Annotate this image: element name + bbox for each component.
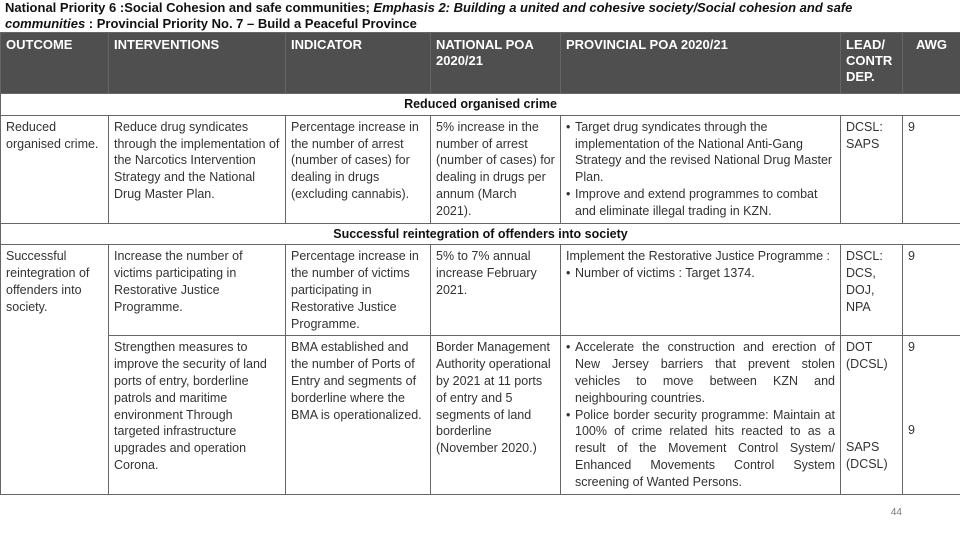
header-awg: AWG [903, 33, 960, 94]
spacer [846, 373, 897, 395]
spacer [908, 356, 955, 378]
cell-awg: 9 [903, 245, 960, 336]
slide-title [5, 0, 960, 32]
header-interventions: INTERVENTIONS [109, 33, 286, 94]
provincial-bullet-list [566, 339, 835, 490]
spacer [846, 395, 897, 417]
section-title-reintegration: Successful reintegration of offenders into society [1, 223, 960, 245]
header-row [1, 33, 960, 94]
awg-value-2: 9 [908, 423, 915, 438]
provincial-bullet-list [566, 265, 835, 282]
table-row [1, 245, 960, 336]
header-lead: LEAD/ CONTR DEP. [841, 33, 903, 94]
spacer [908, 378, 955, 400]
page-number: 44 [890, 507, 902, 518]
list-item: • Accelerate the construction and erection of New Jersey barriers that prevent stolen vehicles to move between KZN and neighbouring countries. [566, 339, 835, 406]
header-provincial-poa: PROVINCIAL POA 2020/21 [561, 33, 841, 94]
cell-lead [841, 336, 903, 494]
cell-lead: DSCL: DCS, DOJ, NPA [841, 245, 903, 336]
cell-national-poa: 5% increase in the number of arrest (number of cases) for dealing in drugs per annum (March 2021). [431, 115, 561, 223]
poa-table [0, 32, 960, 495]
provincial-bullet-list [566, 119, 835, 220]
cell-provincial-poa [561, 336, 841, 494]
title-line2-plain: : Provincial Priority No. 7 – Build a Peaceful Province [85, 16, 417, 31]
title-line1-italic: Emphasis 2: Building a united and cohesive society/Social cohesion and safe [373, 0, 853, 15]
awg-value-1: 9 [908, 340, 915, 355]
header-outcome: OUTCOME [1, 33, 109, 94]
title-line2-italic: communities [5, 16, 86, 31]
cell-provincial-poa [561, 245, 841, 336]
list-item: • Police border security programme: Maintain at 100% of crime related hits reacted to as a result of the Movement Control System/ Enhanced Movements Control System screening of Wanted Persons. [566, 407, 835, 491]
cell-awg [903, 336, 960, 494]
spacer [908, 400, 955, 422]
cell-indicator: Percentage increase in the number of victims participating in Restorative Justice Programme. [286, 245, 431, 336]
title-line1-plain: National Priority 6 :Social Cohesion and safe communities; [5, 0, 374, 15]
cell-national-poa: 5% to 7% annual increase February 2021. [431, 245, 561, 336]
lead-dot: DOT (DCSL) [846, 340, 888, 372]
cell-outcome: Reduced organised crime. [1, 115, 109, 223]
cell-interventions: Increase the number of victims participating in Restorative Justice Programme. [109, 245, 286, 336]
table-row [1, 336, 960, 494]
provincial-intro: Implement the Restorative Justice Programme : [566, 249, 830, 264]
cell-awg: 9 [903, 115, 960, 223]
spacer [846, 417, 897, 439]
list-item: • Improve and extend programmes to combat and eliminate illegal trading in KZN. [566, 186, 835, 220]
lead-saps: SAPS (DCSL) [846, 439, 888, 471]
table-row [1, 115, 960, 223]
section-row [1, 223, 960, 245]
section-row [1, 94, 960, 116]
list-item: • Number of victims : Target 1374. [566, 265, 835, 282]
cell-indicator: BMA established and the number of Ports of Entry and segments of borderline where the BMA is operationalized. [286, 336, 431, 494]
cell-outcome: Successful reintegration of offenders into society. [1, 245, 109, 494]
header-indicator: INDICATOR [286, 33, 431, 94]
cell-provincial-poa [561, 115, 841, 223]
cell-lead: DCSL: SAPS [841, 115, 903, 223]
cell-indicator: Percentage increase in the number of arrest (number of cases) for dealing in drugs (excluding cannabis). [286, 115, 431, 223]
cell-national-poa: Border Management Authority operational by 2021 at 11 ports of entry and 5 segments of land borderline (November 2020.) [431, 336, 561, 494]
header-national-poa: NATIONAL POA 2020/21 [431, 33, 561, 94]
cell-interventions: Strengthen measures to improve the security of land ports of entry, borderline patrols and maritime environment Through targeted infrastructure upgrades and operation Corona. [109, 336, 286, 494]
section-title-organised-crime: Reduced organised crime [1, 94, 960, 116]
list-item: • Target drug syndicates through the implementation of the National Anti-Gang Strategy and the revised National Drug Master Plan. [566, 119, 835, 186]
cell-interventions: Reduce drug syndicates through the implementation of the Narcotics Intervention Strategy and the National Drug Master Plan. [109, 115, 286, 223]
